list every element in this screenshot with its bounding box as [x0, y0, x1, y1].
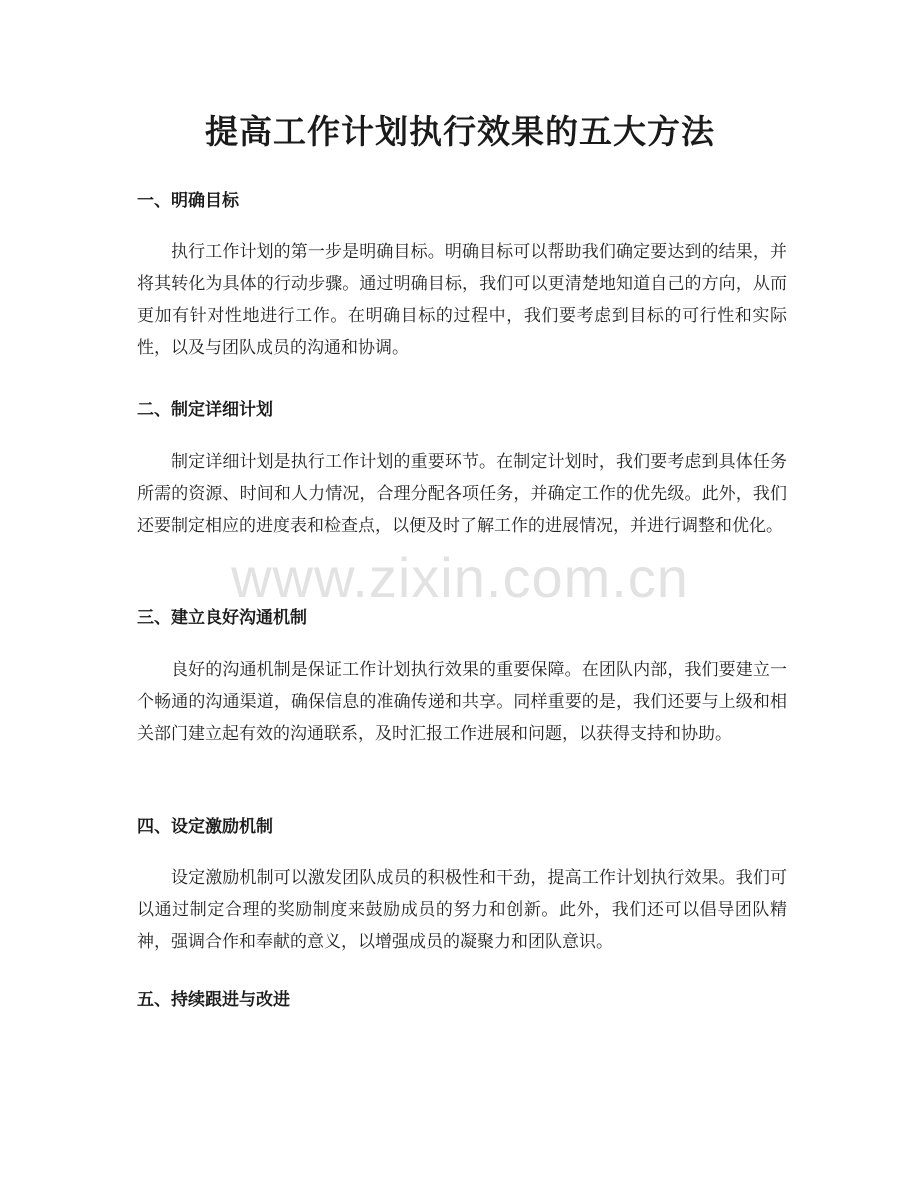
- section-body-3: 良好的沟通机制是保证工作计划执行效果的重要保障。在团队内部，我们要建立一个畅通的沟通渠道，确保信息的准确传递和共享。同样重要的是，我们还要与上级和相关部门建立起有效的沟通联系，及时汇报工作进展和问题，以获得支持和协助。: [137, 660, 787, 744]
- section-heading-2: 二、制定详细计划: [137, 400, 273, 420]
- document-title: 提高工作计划执行效果的五大方法: [205, 112, 715, 151]
- section-heading-1: 一、明确目标: [137, 191, 239, 211]
- watermark: www.zixin.com.cn: [231, 546, 689, 609]
- section-heading-4: 四、设定激励机制: [137, 817, 273, 837]
- section-body-1: 执行工作计划的第一步是明确目标。明确目标可以帮助我们确定要达到的结果，并将其转化为具体的行动步骤。通过明确目标，我们可以更清楚地知道自己的方向，从而更加有针对性地进行工作。在明确目标的过程中，我们要考虑到目标的可行性和实际性，以及与团队成员的沟通和协调。: [137, 242, 787, 358]
- section-heading-3: 三、建立良好沟通机制: [137, 608, 307, 628]
- section-body-4: 设定激励机制可以激发团队成员的积极性和干劲，提高工作计划执行效果。我们可以通过制定合理的奖励制度来鼓励成员的努力和创新。此外，我们还可以倡导团队精神，强调合作和奉献的意义，以增强成员的凝聚力和团队意识。: [137, 868, 787, 952]
- section-heading-5: 五、持续跟进与改进: [137, 990, 290, 1010]
- section-body-2: 制定详细计划是执行工作计划的重要环节。在制定计划时，我们要考虑到具体任务所需的资源、时间和人力情况，合理分配各项任务，并确定工作的优先级。此外，我们还要制定相应的进度表和检查点，以便及时了解工作的进展情况，并进行调整和优化。: [137, 452, 787, 536]
